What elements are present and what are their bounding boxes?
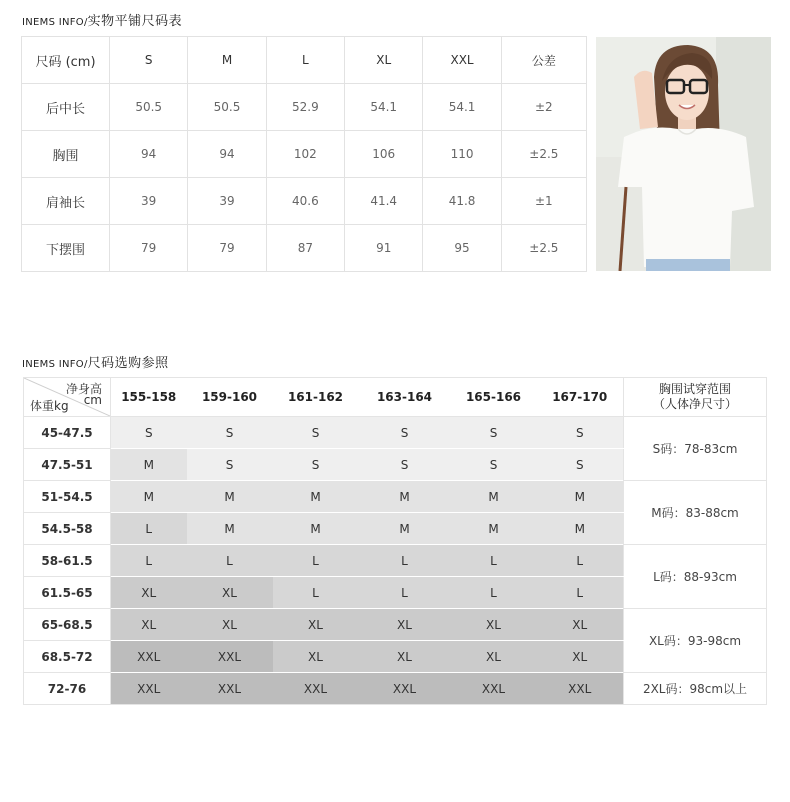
range-cell-l: L码：88-93cm	[624, 545, 767, 609]
size-cell: XXL	[111, 641, 187, 673]
table-row	[22, 178, 587, 225]
size-cell: M	[451, 513, 537, 545]
table-row	[22, 131, 587, 178]
table-cell: 87	[266, 225, 344, 272]
size-cell: L	[537, 545, 624, 577]
size-cell: L	[359, 577, 451, 609]
header-cell: L	[266, 37, 344, 84]
garment-size-table	[21, 36, 587, 272]
table-cell: 50.5	[110, 84, 188, 131]
table-row	[24, 673, 767, 705]
height-header: 167-170	[537, 378, 624, 417]
table-cell: 94	[188, 131, 266, 178]
range-cell-m: M码：83-88cm	[624, 481, 767, 545]
size-guide-title	[22, 352, 169, 371]
size-cell: L	[187, 545, 273, 577]
range-cell-xl: XL码：93-98cm	[624, 609, 767, 673]
size-cell: L	[537, 577, 624, 609]
weight-cell: 51-54.5	[24, 481, 111, 513]
size-cell: XL	[273, 609, 359, 641]
weight-cell: 54.5-58	[24, 513, 111, 545]
size-cell: S	[451, 449, 537, 481]
table-row	[22, 84, 587, 131]
height-unit: cm	[83, 393, 102, 407]
size-cell: S	[187, 449, 273, 481]
size-cell: XL	[451, 641, 537, 673]
size-cell: L	[273, 577, 359, 609]
size-cell: M	[537, 481, 624, 513]
size-cell: XL	[537, 609, 624, 641]
range-cell-s: S码：78-83cm	[624, 417, 767, 481]
table-row	[24, 481, 767, 513]
table-cell: 41.8	[423, 178, 501, 225]
size-cell: XL	[359, 641, 451, 673]
weight-cell: 65-68.5	[24, 609, 111, 641]
size-cell: S	[359, 449, 451, 481]
model-illustration	[596, 37, 771, 271]
size-cell: S	[111, 417, 187, 449]
corner-cell	[24, 378, 111, 417]
size-cell: M	[451, 481, 537, 513]
height-header: 155-158	[111, 378, 187, 417]
size-cell: L	[273, 545, 359, 577]
size-cell: XL	[187, 577, 273, 609]
title-brand: INEMS INFO/	[22, 359, 88, 370]
weight-cell: 45-47.5	[24, 417, 111, 449]
table-cell: ±2.5	[501, 131, 586, 178]
table-cell: 91	[345, 225, 423, 272]
range-header	[624, 378, 767, 417]
size-cell: XXL	[187, 673, 273, 705]
size-cell: XL	[359, 609, 451, 641]
size-cell: L	[111, 513, 187, 545]
table-header-row	[22, 37, 587, 84]
size-cell: XXL	[451, 673, 537, 705]
height-header: 163-164	[359, 378, 451, 417]
title-brand: INEMS INFO/	[22, 17, 88, 28]
table-cell: 41.4	[345, 178, 423, 225]
size-cell: L	[451, 577, 537, 609]
size-cell: XL	[273, 641, 359, 673]
size-cell: M	[273, 513, 359, 545]
range-header-line2: （人体净尺寸）	[652, 397, 737, 411]
size-cell: XL	[111, 577, 187, 609]
table-row	[24, 609, 767, 641]
weight-cell: 68.5-72	[24, 641, 111, 673]
table-cell: 39	[188, 178, 266, 225]
size-cell: M	[187, 513, 273, 545]
size-cell: M	[273, 481, 359, 513]
size-cell: XXL	[359, 673, 451, 705]
header-cell: XXL	[423, 37, 501, 84]
size-cell: XL	[111, 609, 187, 641]
table-cell: ±2	[501, 84, 586, 131]
size-cell: S	[187, 417, 273, 449]
table-cell: 79	[110, 225, 188, 272]
size-cell: L	[359, 545, 451, 577]
table-cell: 106	[345, 131, 423, 178]
height-label: 净身高	[65, 382, 102, 396]
row-label: 肩袖长	[22, 178, 110, 225]
size-cell: XL	[537, 641, 624, 673]
title-text: 尺码选购参照	[87, 356, 169, 371]
weight-cell: 72-76	[24, 673, 111, 705]
size-cell: M	[359, 481, 451, 513]
table-cell: 52.9	[266, 84, 344, 131]
weight-cell: 47.5-51	[24, 449, 111, 481]
header-cell: S	[110, 37, 188, 84]
size-cell: XL	[187, 609, 273, 641]
table-row	[24, 417, 767, 449]
size-cell: S	[359, 417, 451, 449]
size-cell: S	[451, 417, 537, 449]
header-cell: XL	[345, 37, 423, 84]
size-cell: M	[111, 449, 187, 481]
size-cell: XXL	[537, 673, 624, 705]
row-label: 胸围	[22, 131, 110, 178]
size-chart-title	[22, 10, 182, 29]
weight-label: 体重kg	[30, 399, 69, 413]
header-cell: M	[188, 37, 266, 84]
height-header: 161-162	[273, 378, 359, 417]
size-cell: S	[537, 449, 624, 481]
size-cell: M	[187, 481, 273, 513]
table-row	[24, 545, 767, 577]
size-cell: L	[451, 545, 537, 577]
size-cell: M	[537, 513, 624, 545]
header-cell: 尺码 (cm)	[22, 37, 110, 84]
table-cell: 102	[266, 131, 344, 178]
size-cell: XXL	[273, 673, 359, 705]
header-cell: 公差	[501, 37, 586, 84]
size-cell: L	[111, 545, 187, 577]
size-cell: XXL	[111, 673, 187, 705]
row-label: 后中长	[22, 84, 110, 131]
table-cell: 94	[110, 131, 188, 178]
table-cell: 40.6	[266, 178, 344, 225]
table-row	[22, 225, 587, 272]
table-cell: 79	[188, 225, 266, 272]
table-cell: 54.1	[345, 84, 423, 131]
model-photo	[596, 37, 771, 271]
size-cell: S	[273, 449, 359, 481]
table-cell: 39	[110, 178, 188, 225]
range-cell-2xl: 2XL码：98cm以上	[624, 673, 767, 705]
table-cell: ±2.5	[501, 225, 586, 272]
table-cell: 95	[423, 225, 501, 272]
size-cell: M	[359, 513, 451, 545]
table-header-row	[24, 378, 767, 417]
table-cell: 50.5	[188, 84, 266, 131]
table-cell: ±1	[501, 178, 586, 225]
size-cell: XXL	[187, 641, 273, 673]
size-cell: S	[537, 417, 624, 449]
size-cell: M	[111, 481, 187, 513]
size-cell: S	[273, 417, 359, 449]
height-header: 159-160	[187, 378, 273, 417]
size-cell: XL	[451, 609, 537, 641]
title-text: 实物平铺尺码表	[87, 14, 183, 29]
table-cell: 54.1	[423, 84, 501, 131]
size-recommendation-table	[23, 377, 767, 705]
row-label: 下摆围	[22, 225, 110, 272]
table-cell: 110	[423, 131, 501, 178]
height-header: 165-166	[451, 378, 537, 417]
range-header-line1: 胸围试穿范围	[658, 382, 731, 396]
weight-cell: 61.5-65	[24, 577, 111, 609]
weight-cell: 58-61.5	[24, 545, 111, 577]
